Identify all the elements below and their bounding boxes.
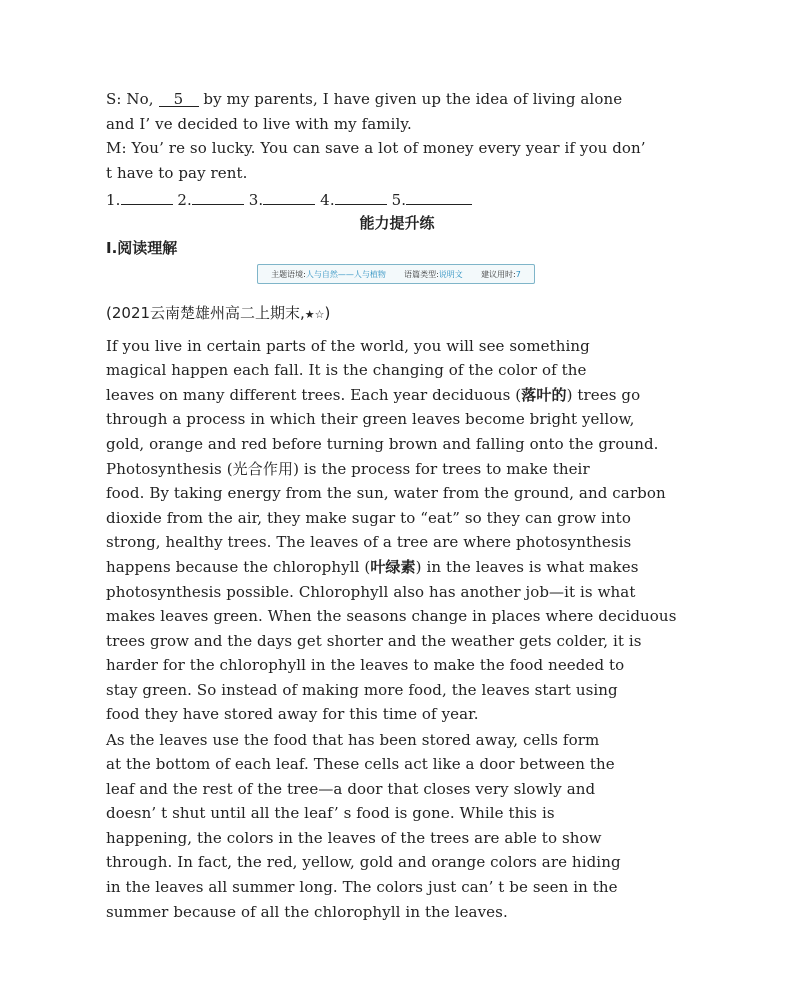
passage-line <box>106 557 706 577</box>
passage-line <box>106 385 706 405</box>
passage-line <box>106 459 706 479</box>
dialogue-s-line-1 <box>106 89 706 109</box>
source-close: ) <box>324 304 331 322</box>
passage-line: harder for the chlorophyll in the leaves to make the food needed to <box>106 656 625 674</box>
answer-blanks-row <box>106 187 706 210</box>
passage-line: trees grow and the days get shorter and the weather gets colder, it is <box>106 632 642 650</box>
passage-line: dioxide from the air, they make sugar to “eat” so they can grow into <box>106 509 631 527</box>
topic-type <box>404 269 463 280</box>
answer-blank-1[interactable] <box>121 187 173 205</box>
topic-theme-value: 人与自然——人与植物 <box>305 269 386 279</box>
text-fragment: leaves on many different trees. Each year deciduous ( <box>106 386 522 404</box>
passage-line: magical happen each fall. It is the changing of the color of the <box>106 361 587 379</box>
topic-type-label: 语篇类型: <box>404 269 439 279</box>
answer-blank-5-filled: 5 <box>159 89 199 107</box>
text-fragment: ) trees go <box>566 386 641 404</box>
answer-label-2: 2. <box>177 191 192 209</box>
passage-line: makes leaves green. When the seasons change in places where deciduous <box>106 607 677 625</box>
topic-time <box>481 269 521 280</box>
passage-line: food. By taking energy from the sun, water from the ground, and carbon <box>106 484 666 502</box>
passage-line: doesn’ t shut until all the leaf’ s food is gone. While this is <box>106 804 555 822</box>
passage-line: in the leaves all summer long. The colors just can’ t be seen in the <box>106 878 618 896</box>
passage-line: gold, orange and red before turning brown and falling onto the ground. <box>106 435 659 453</box>
source-text: (2021云南楚雄州高二上期末, <box>106 304 305 322</box>
answer-label-5: 5. <box>391 191 407 209</box>
dialogue-m-line-1: M: You’ re so lucky. You can save a lot of money every year if you don’ <box>106 139 646 157</box>
answer-label-1: 1. <box>106 191 121 209</box>
answer-blank-5[interactable] <box>406 187 472 205</box>
passage-line: happening, the colors in the leaves of the trees are able to show <box>106 829 602 847</box>
text-fragment: S: No, <box>106 90 159 108</box>
text-fragment: ) in the leaves is what makes <box>415 558 639 576</box>
passage-line: If you live in certain parts of the world, you will see something <box>106 337 590 355</box>
text-fragment: by my parents, I have given up the idea of living alone <box>198 90 623 108</box>
passage-line: at the bottom of each leaf. These cells act like a door between the <box>106 755 615 773</box>
gloss-term: 落叶的 <box>521 386 567 404</box>
answer-blank-4[interactable] <box>335 187 387 205</box>
answer-label-4: 4. <box>320 191 335 209</box>
passage-line: As the leaves use the food that has been stored away, cells form <box>106 731 600 749</box>
answer-label-3: 3. <box>248 191 264 209</box>
text-fragment: ) is the process for trees to make their <box>293 460 590 478</box>
gloss-term: 叶绿素 <box>370 558 416 576</box>
passage-line: summer because of all the chlorophyll in the leaves. <box>106 903 508 921</box>
answer-blank-2[interactable] <box>192 187 244 205</box>
section-title: 能力提升练 <box>359 214 435 232</box>
topic-theme <box>271 269 386 280</box>
answer-blank-3[interactable] <box>263 187 315 205</box>
topic-info-box <box>257 264 535 284</box>
topic-theme-label: 主题语境: <box>271 269 306 279</box>
passage-line: strong, healthy trees. The leaves of a tree are where photosynthesis <box>106 533 632 551</box>
source-citation <box>106 302 330 323</box>
passage-line: photosynthesis possible. Chlorophyll also has another job—it is what <box>106 583 636 601</box>
passage-line: leaf and the rest of the tree—a door that closes very slowly and <box>106 780 596 798</box>
passage-line: through a process in which their green leaves become bright yellow, <box>106 410 635 428</box>
dialogue-s-line-2: and I’ ve decided to live with my family. <box>106 115 412 133</box>
text-fragment: happens because the chlorophyll ( <box>106 558 371 576</box>
gloss-term: 光合作用 <box>232 460 294 478</box>
section-heading: Ⅰ.阅读理解 <box>106 239 178 257</box>
passage-line: through. In fact, the red, yellow, gold and orange colors are hiding <box>106 853 621 871</box>
topic-time-value: 7 <box>515 269 521 279</box>
passage-line: stay green. So instead of making more food, the leaves start using <box>106 681 618 699</box>
topic-time-label: 建议用时: <box>481 269 516 279</box>
passage-line: food they have stored away for this time of year. <box>106 705 479 723</box>
dialogue-m-line-2: t have to pay rent. <box>106 164 248 182</box>
difficulty-stars-icon: ★☆ <box>304 308 325 321</box>
text-fragment: Photosynthesis ( <box>106 460 233 478</box>
topic-type-value: 说明文 <box>438 269 463 279</box>
